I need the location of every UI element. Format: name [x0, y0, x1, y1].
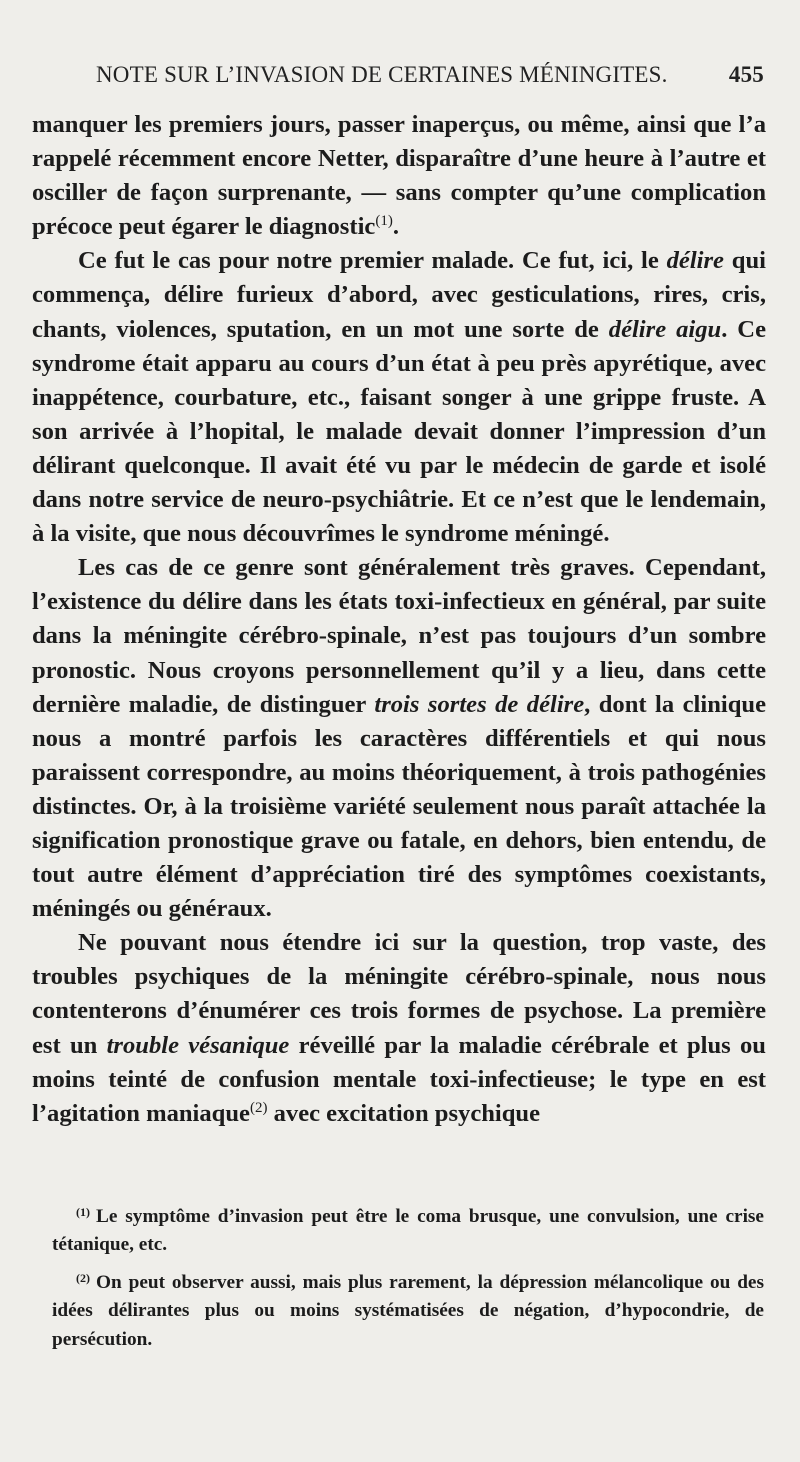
- footnote: [52, 1264, 764, 1354]
- footnote-text: On peut observer aussi, mais plus rarement, la dépression mélancolique ou des idées délirantes plus ou moins systématisées de négation, d’hypocondrie, de persécution.: [52, 1271, 764, 1350]
- paragraph: [32, 551, 766, 926]
- footnote: [52, 1198, 764, 1260]
- text-run: Les cas de ce genre sont généralement très graves. Cependant, l’existence du délire dans les états toxi-infectieux en général, par suite dans la méningite cérébro-spinale, n’est pas toujours d’un sombre pronostic. Nous croyons personnellement qu’il y a lieu, dans cette dernière maladie, de distinguer: [32, 554, 766, 718]
- text-run: .: [392, 213, 399, 241]
- running-title: NOTE SUR L’INVASION DE CERTAINES MÉNINGITES.: [96, 62, 668, 87]
- text-run: Ne pouvant nous étendre ici sur la question, trop vaste, des troubles psychiques de la méningite cérébro-spinale, nous nous contenterons d’énumérer ces trois formes de psychose. La première est un: [32, 929, 766, 1059]
- paragraph: [32, 244, 766, 551]
- paragraph: [32, 926, 766, 1131]
- italic-term: délire aigu: [608, 315, 722, 343]
- italic-term: trouble vésanique: [106, 1031, 290, 1059]
- italic-term: trois sortes de délire: [374, 690, 585, 718]
- text-run: manquer les premiers jours, passer inaperçus, ou même, ainsi que l’a rappelé récemment encore Netter, disparaître d’une heure à l’autre et osciller de façon surprenante, — sans compter qu’une complication précoce peut égarer le diagnostic: [32, 111, 766, 241]
- text-run: réveillé par la maladie cérébrale et plus ou moins teinté de confusion mentale toxi-infectieuse; le type en est l’agitation maniaque: [32, 1031, 766, 1127]
- footnote-text: Le symptôme d’invasion peut être le coma brusque, une convulsion, une crise tétanique, etc.: [52, 1206, 764, 1256]
- text-run: , dont la clinique nous a montré parfois les caractères différentiels et qui nous paraissent correspondre, au moins théoriquement, à trois pathogénies distinctes. Or, à la troisième variété seulement nous paraît attachée la signification pronostique grave ou fatale, en dehors, bien entendu, de tout autre élément d’appréciation tiré des symptômes coexistants, méningés ou généraux.: [32, 690, 766, 923]
- page-number: 455: [728, 62, 764, 87]
- paragraph: [32, 108, 766, 244]
- footnote-ref: (2): [249, 1099, 268, 1116]
- footnote-marker: (1): [76, 1205, 90, 1219]
- text-run: qui commença, délire furieux d’abord, avec gesticulations, rires, cris, chants, violences, sputation, en un mot une sorte de: [32, 247, 766, 343]
- text-run: Ce fut le cas pour notre premier malade. Ce fut, ici, le: [78, 247, 667, 275]
- text-run: avec excitation psychique: [267, 1099, 541, 1127]
- footnote-marker: (2): [76, 1270, 90, 1285]
- running-header: [96, 62, 764, 94]
- main-text: [32, 108, 766, 1131]
- footnotes: [52, 1198, 764, 1358]
- text-run: . Ce syndrome était apparu au cours d’un état à peu près apyrétique, avec inappétence, courbature, etc., faisant songer à une grippe fruste. A son arrivée à l’hopital, le malade devait donner l’impression d’un délirant quelconque. Il avait été vu par le médecin de garde et isolé dans notre service de neuro-psychiâtrie. Et ce n’est que le lendemain, à la visite, que nous découvrîmes le syndrome méningé.: [32, 315, 766, 548]
- italic-term: délire: [666, 247, 724, 275]
- footnote-ref: (1): [375, 213, 393, 230]
